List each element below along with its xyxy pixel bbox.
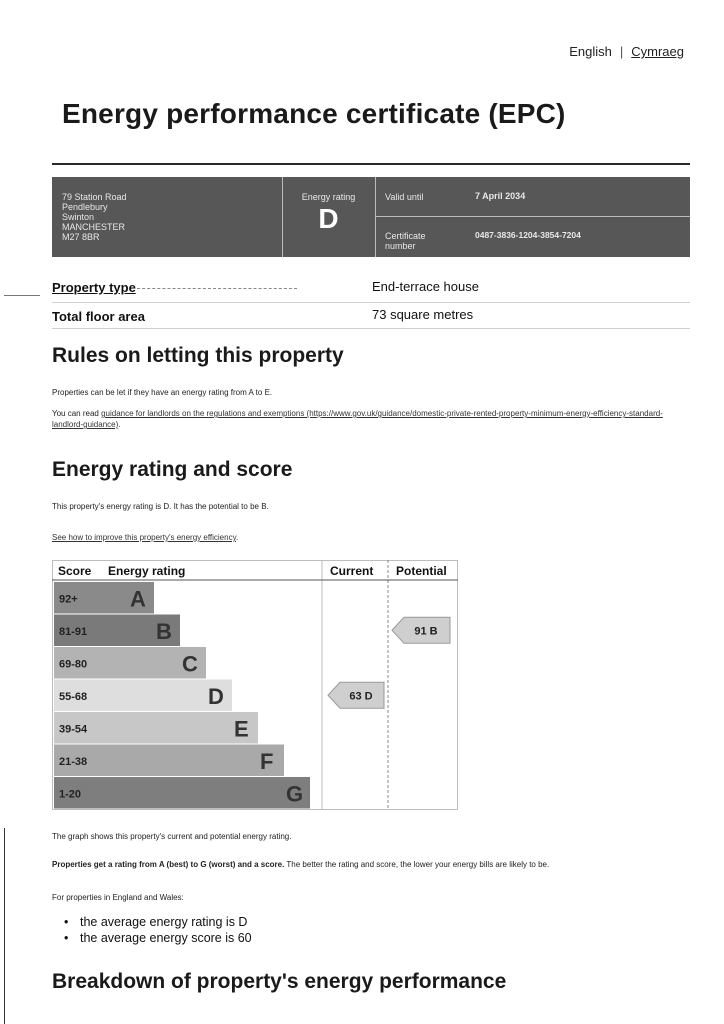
grades-rest: The better the rating and score, the lower your energy bills are likely to be.: [284, 860, 550, 869]
rating-text: This property's energy rating is D. It has the potential to be B.: [52, 502, 269, 511]
grades-bold: Properties get a rating from A (best) to G (worst) and a score.: [52, 860, 285, 869]
title-divider: [52, 163, 690, 165]
band-score-f: 21-38: [59, 755, 88, 768]
address-line: M27 8BR: [62, 232, 100, 242]
improve-suffix: .: [236, 533, 239, 542]
floor-area-label: Total floor area: [52, 309, 145, 324]
address-line: MANCHESTER: [62, 222, 126, 232]
guidance-prefix: You can read: [52, 409, 102, 418]
floor-area-row: [52, 300, 690, 329]
region-note: For properties in England and Wales:: [52, 893, 184, 902]
band-letter-f: F: [260, 748, 274, 774]
energy-rating-letter: D: [318, 203, 339, 234]
scan-mark: [4, 295, 40, 296]
improve-efficiency-link[interactable]: See how to improve this property's energy efficiency: [52, 533, 236, 542]
current-header: Current: [330, 564, 374, 578]
address-line: Swinton: [62, 212, 95, 222]
potential-rating-label: 91 B: [414, 625, 438, 638]
band-score-e: 39-54: [59, 723, 88, 736]
scan-edge-line: [4, 828, 5, 1024]
address-line: Pendlebury: [62, 202, 108, 212]
property-type-label: Property type: [52, 280, 136, 295]
band-letter-d: D: [208, 683, 224, 709]
page-title: Energy performance certificate (EPC): [62, 98, 566, 129]
breakdown-heading: Breakdown of property's energy performance: [52, 970, 507, 993]
property-address: [62, 192, 127, 242]
energy-rating-header: Energy rating: [108, 564, 186, 578]
letting-text: Properties can be let if they have an energy rating from A to E.: [52, 388, 273, 397]
band-score-g: 1-20: [59, 788, 82, 801]
valid-until-label: Valid until: [385, 192, 424, 202]
valid-until-value: 7 April 2034: [475, 191, 526, 201]
lang-welsh-link[interactable]: Cymraeg: [631, 44, 684, 59]
average-rating-item: • the average energy rating is D: [64, 914, 252, 930]
band-score-d: 55-68: [59, 690, 88, 703]
band-letter-b: B: [156, 618, 172, 644]
lang-separator: |: [619, 44, 624, 59]
lang-english[interactable]: English: [569, 44, 612, 59]
graph-note: The graph shows this property's current and potential energy rating.: [52, 832, 292, 841]
average-score-item: • the average energy score is 60: [64, 930, 252, 946]
letting-guidance: [52, 408, 677, 430]
energy-rating-label: Energy rating: [301, 192, 356, 202]
address-line: 79 Station Road: [62, 192, 127, 202]
band-letter-g: G: [286, 781, 304, 807]
current-rating-label: 63 D: [349, 690, 373, 703]
floor-area-value: 73 square metres: [372, 307, 474, 322]
score-header: Score: [58, 564, 92, 578]
certificate-summary-box: [52, 177, 690, 257]
certificate-number-value: 0487-3836-1204-3854-7204: [475, 230, 581, 240]
certificate-number-label: Certificate number: [385, 231, 426, 251]
potential-header: Potential: [396, 564, 447, 578]
grades-note: [52, 860, 549, 869]
guidance-link[interactable]: guidance for landlords on the regulations and exemptions (https://www.gov.uk/guidance/domestic-private-rented-property-minimum-energy-efficiency-standard-landlord-guidance): [52, 409, 663, 429]
average-list: [64, 914, 252, 946]
guidance-suffix: .: [118, 420, 121, 429]
band-score-a: 92+: [59, 593, 78, 606]
band-score-c: 69-80: [59, 658, 88, 671]
property-type-value: End-terrace house: [372, 279, 479, 294]
energy-rating-graph: [52, 560, 458, 810]
rating-heading: Energy rating and score: [52, 458, 293, 481]
dotted-leader: [132, 288, 297, 289]
band-letter-e: E: [234, 716, 249, 742]
band-letter-c: C: [182, 651, 198, 677]
band-letter-a: A: [130, 586, 146, 612]
energy-rating-chart: [52, 560, 458, 810]
language-switcher: [569, 44, 684, 59]
improve-line: [52, 533, 238, 542]
property-type-row: [52, 274, 690, 303]
box-divider: [375, 177, 376, 257]
band-score-b: 81-91: [59, 625, 88, 638]
letting-heading: Rules on letting this property: [52, 344, 344, 367]
box-divider: [375, 216, 690, 217]
